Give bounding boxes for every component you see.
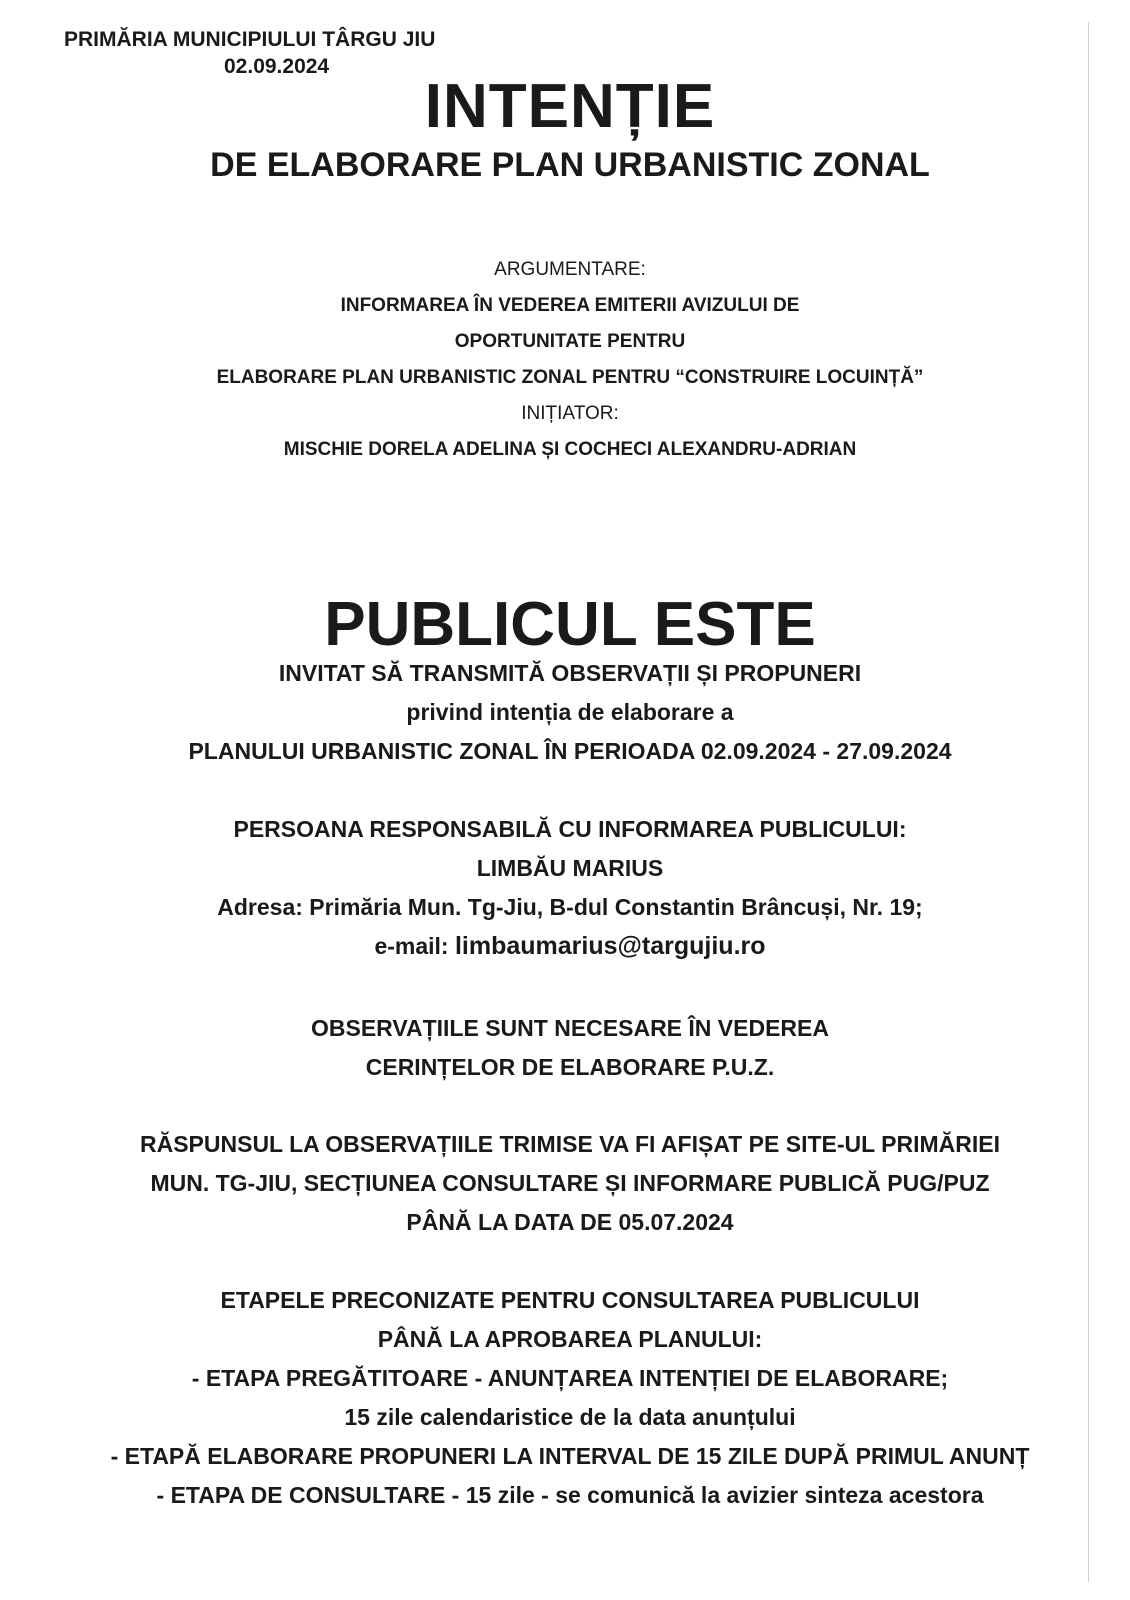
invitation-section — [0, 654, 1130, 771]
responsible-label: PERSOANA RESPONSABILĂ CU INFORMAREA PUBLICULUI: — [233, 816, 907, 842]
argumentation-line: ELABORARE PLAN URBANISTIC ZONAL PENTRU “CONSTRUIRE LOCUINȚĂ” — [216, 367, 924, 388]
observations-line: OBSERVAȚIILE SUNT NECESARE ÎN VEDEREA — [310, 1015, 829, 1041]
stages-section — [0, 1281, 1130, 1515]
stages-line: 15 zile calendaristice de la data anunțului — [344, 1404, 796, 1430]
responsible-name: LIMBĂU MARIUS — [476, 855, 664, 881]
response-line: MUN. TG-JIU, SECȚIUNEA CONSULTARE ȘI INFORMARE PUBLICĂ PUG/PUZ — [150, 1170, 990, 1196]
argumentation-label: ARGUMENTARE: — [494, 259, 646, 280]
email-label: e-mail: — [374, 933, 449, 959]
responsible-email-row — [0, 927, 1130, 966]
response-line: PÂNĂ LA DATA DE 05.07.2024 — [406, 1209, 734, 1235]
stages-line: - ETAPA DE CONSULTARE - 15 zile - se comunică la avizier sinteza acestora — [156, 1482, 984, 1508]
stages-line: - ETAPĂ ELABORARE PROPUNERI LA INTERVAL DE 15 ZILE DUPĂ PRIMUL ANUNȚ — [110, 1443, 1030, 1469]
responsible-address: Adresa: Primăria Mun. Tg-Jiu, B-dul Constantin Brâncuși, Nr. 19; — [217, 894, 923, 920]
page-subtitle: DE ELABORARE PLAN URBANISTIC ZONAL — [210, 146, 930, 184]
response-line: RĂSPUNSUL LA OBSERVAȚIILE TRIMISE VA FI AFIȘAT PE SITE-UL PRIMĂRIEI — [139, 1131, 1000, 1157]
argumentation-line: INFORMAREA ÎN VEDEREA EMITERII AVIZULUI DE — [340, 295, 800, 316]
invitation-line: privind intenția de elaborare a — [406, 699, 734, 725]
initiator-label: INIȚIATOR: — [521, 403, 619, 424]
document-date: 02.09.2024 — [224, 55, 330, 78]
invitation-line: INVITAT SĂ TRANSMITĂ OBSERVAȚII ȘI PROPUNERI — [278, 660, 862, 686]
argumentation-line: OPORTUNITATE PENTRU — [454, 331, 686, 352]
page-title: INTENȚIE — [424, 72, 716, 141]
initiator-names: MISCHIE DORELA ADELINA ȘI COCHECI ALEXANDRU-ADRIAN — [283, 439, 857, 460]
email-address: limbaumarius@targujiu.ro — [454, 932, 766, 960]
invitation-line: PLANULUI URBANISTIC ZONAL ÎN PERIOADA 02.09.2024 - 27.09.2024 — [188, 738, 952, 764]
argumentation-section — [0, 252, 1130, 468]
stages-line: ETAPELE PRECONIZATE PENTRU CONSULTAREA PUBLICULUI — [220, 1287, 920, 1313]
public-heading: PUBLICUL ESTE — [324, 590, 816, 659]
response-section — [0, 1125, 1130, 1242]
institution-name: PRIMĂRIA MUNICIPIULUI TÂRGU JIU — [64, 28, 436, 51]
stages-line: - ETAPA PREGĂTITOARE - ANUNȚAREA INTENȚIEI DE ELABORARE; — [191, 1365, 949, 1391]
observations-section — [0, 1009, 1130, 1087]
stages-line: PÂNĂ LA APROBAREA PLANULUI: — [377, 1326, 763, 1352]
responsible-section — [0, 810, 1130, 966]
observations-line: CERINȚELOR DE ELABORARE P.U.Z. — [365, 1054, 775, 1080]
